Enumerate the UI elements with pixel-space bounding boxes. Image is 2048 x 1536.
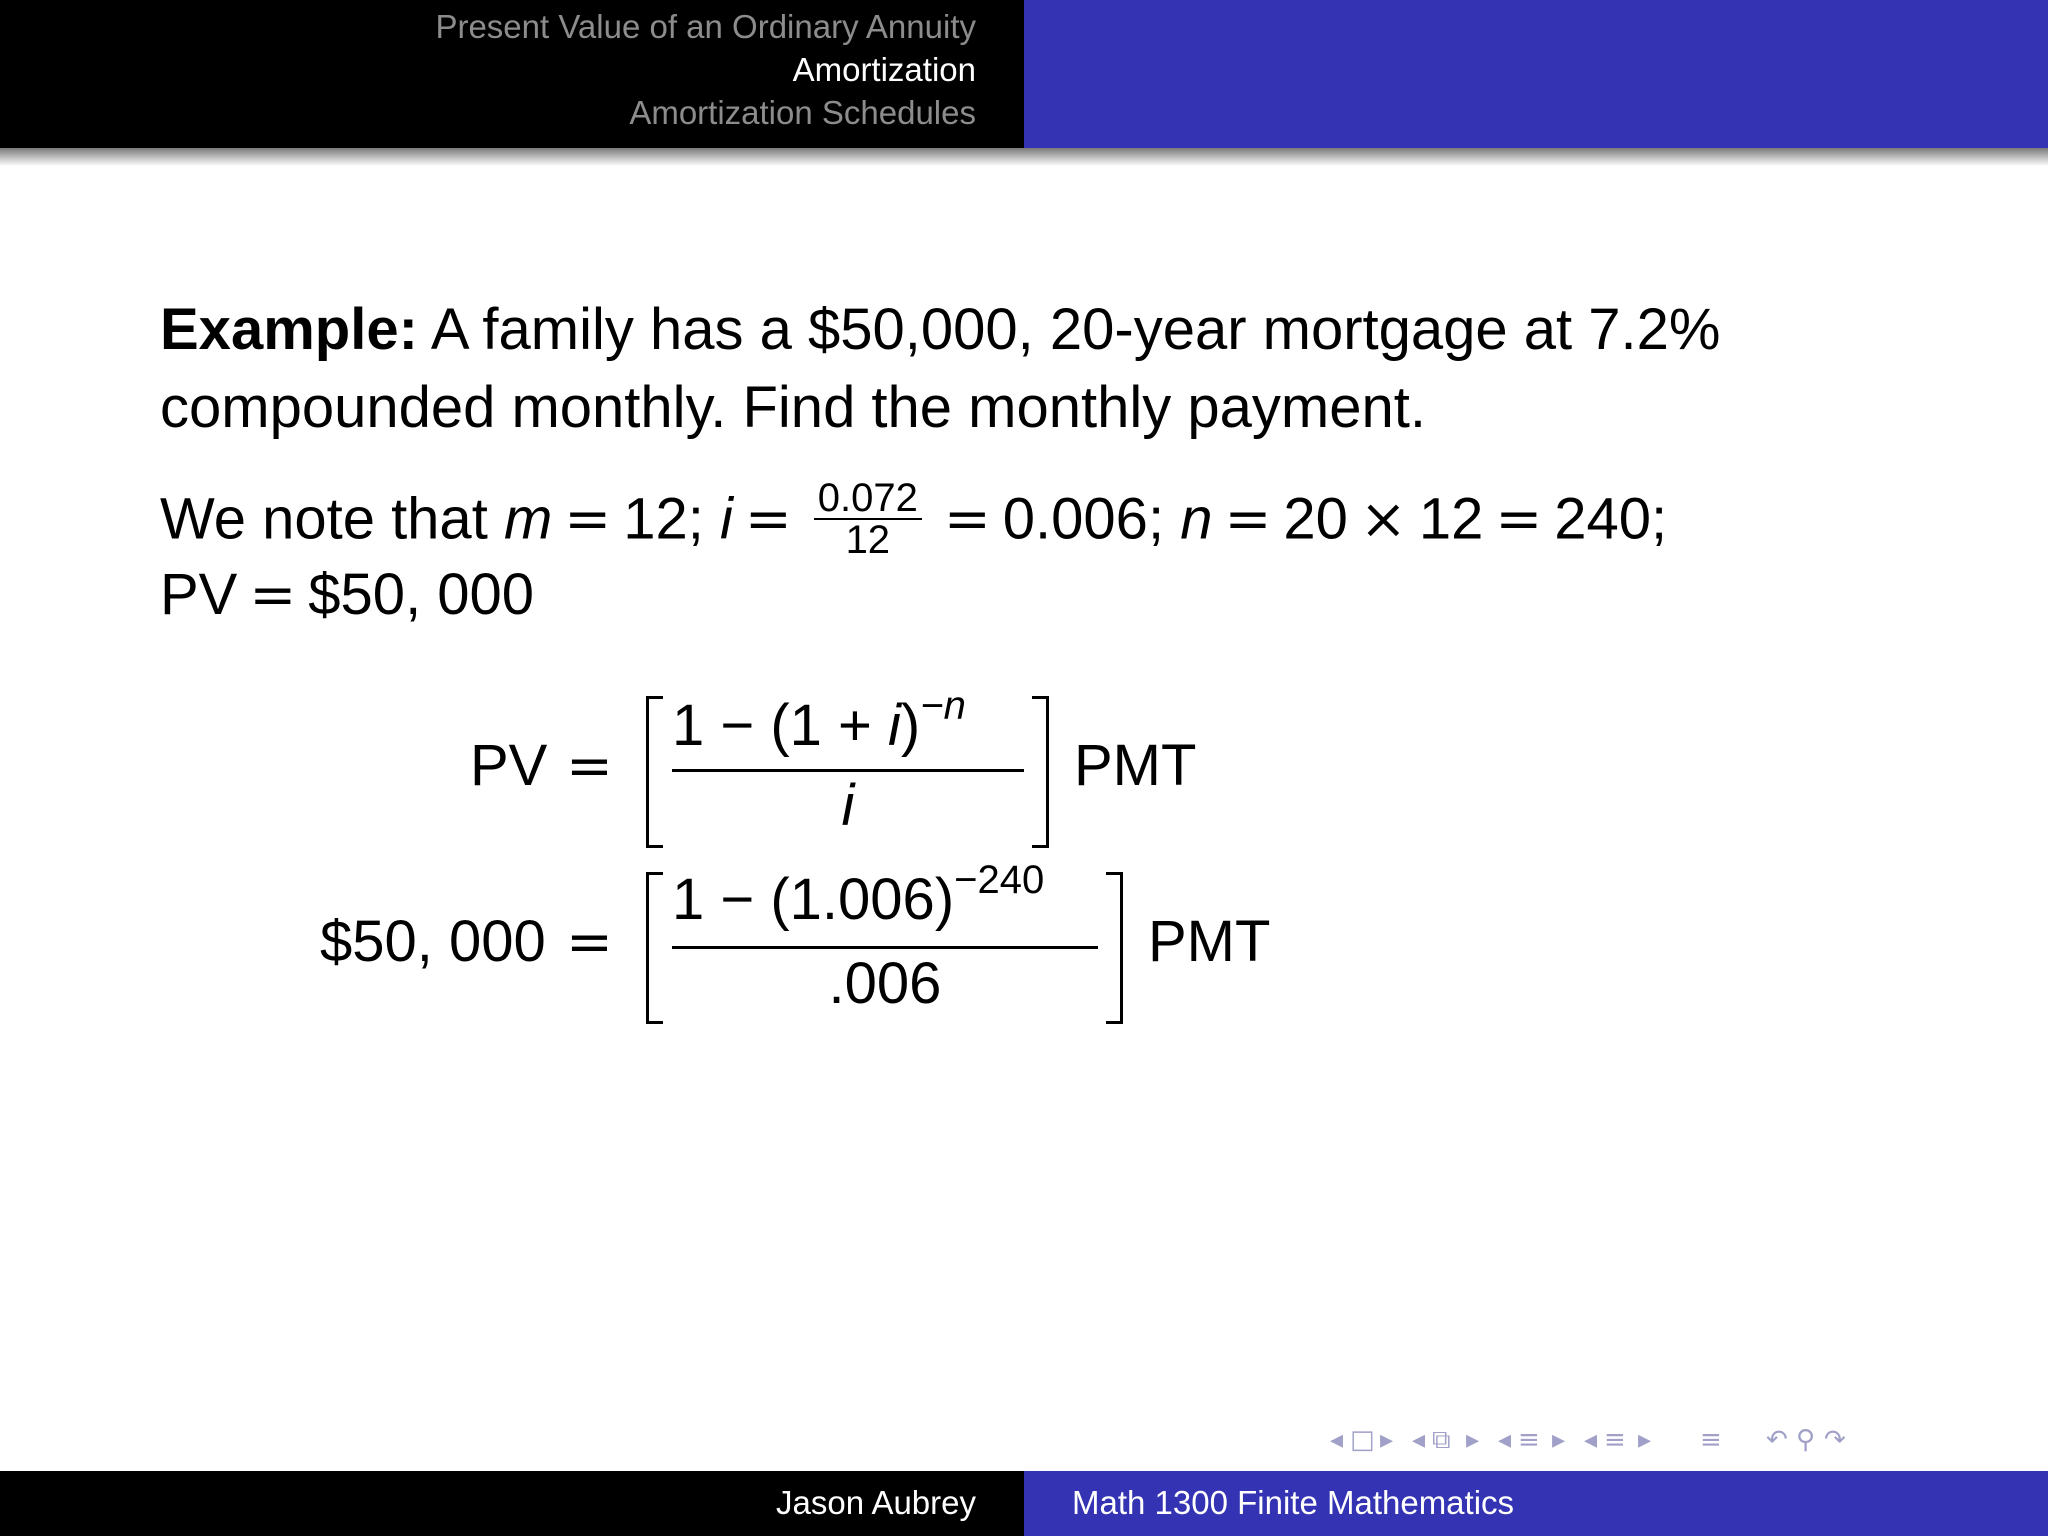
nav-prev-frame-icon[interactable]: ◂ — [1330, 1425, 1344, 1455]
eq1-denominator: i — [841, 773, 855, 838]
nav-search-icon[interactable]: ⚲ — [1796, 1425, 1816, 1455]
eq2-left-bracket — [646, 872, 663, 1024]
var-n: n — [1180, 486, 1213, 552]
equals-sign: = — [744, 487, 792, 553]
pv-line — [160, 561, 534, 628]
eq1-equals: = — [566, 734, 613, 799]
footer-author: Jason Aubrey — [776, 1484, 976, 1521]
var-m: m — [503, 486, 553, 552]
nav-prev-subsection-icon[interactable]: ◂ — [1412, 1425, 1426, 1455]
nav-prev-section-icon[interactable]: ◂ — [1498, 1425, 1512, 1455]
eq2-num-base: 1 − (1.006) — [672, 867, 955, 932]
equals-sign: = — [1495, 487, 1543, 553]
eq2-numerator — [672, 858, 1045, 933]
header-shadow — [0, 148, 2048, 166]
equals-sign: = — [943, 487, 991, 553]
i-fraction — [814, 478, 922, 560]
header-right-panel — [1024, 0, 2048, 148]
eq1-lhs: PV — [470, 733, 548, 798]
eq1-num-part-a: 1 − (1 + — [672, 693, 889, 758]
note-prefix: We note that — [160, 486, 488, 552]
nav-frame-icon[interactable]: □ — [1350, 1425, 1375, 1455]
section-link-amortization-schedules[interactable]: Amortization Schedules — [629, 94, 976, 131]
eq2-fraction-bar — [672, 946, 1098, 949]
footer-course: Math 1300 Finite Mathematics — [1072, 1484, 1515, 1521]
eq1-num-part-b: ) — [900, 693, 921, 758]
nav-section-icon[interactable]: ≡ — [1518, 1425, 1540, 1455]
example-label: Example: — [160, 297, 418, 362]
nav-next-frame-icon[interactable]: ▸ — [1380, 1425, 1394, 1455]
example-text-2: compounded monthly. Find the monthly payment. — [160, 375, 1426, 440]
pv-label: PV — [160, 562, 238, 627]
section-link-present-value[interactable]: Present Value of an Ordinary Annuity — [435, 8, 976, 45]
eq1-right-bracket — [1032, 696, 1049, 848]
eq2-exponent: −240 — [954, 858, 1045, 902]
equals-sign: = — [1224, 487, 1272, 553]
nav-prev-section2-icon[interactable]: ◂ — [1584, 1425, 1598, 1455]
eq1-num-i: i — [888, 693, 901, 758]
section-link-amortization[interactable]: Amortization — [792, 51, 976, 88]
n-factor-b: 12 — [1418, 486, 1484, 552]
var-i: i — [719, 486, 733, 552]
eq1-numerator — [672, 684, 966, 759]
eq2-lhs: $50, 000 — [320, 909, 546, 974]
example-text: A family has a $50,000, 20-year mortgage at 7.2% — [430, 297, 1721, 362]
eq1-pmt: PMT — [1074, 733, 1197, 798]
eq1-exponent: −n — [920, 684, 966, 728]
i-value: 0.006; — [1002, 486, 1165, 552]
pv-value: $50, 000 — [308, 562, 535, 627]
n-factor-a: 20 — [1283, 486, 1348, 552]
nav-subsection-icon[interactable]: ⧉ — [1432, 1425, 1451, 1455]
example-line-1 — [160, 296, 1720, 363]
eq2-right-bracket — [1106, 872, 1123, 1024]
times-sign: × — [1359, 487, 1407, 553]
nav-next-subsection-icon[interactable]: ▸ — [1466, 1425, 1480, 1455]
nav-next-section2-icon[interactable]: ▸ — [1638, 1425, 1652, 1455]
example-line-2 — [160, 374, 1426, 441]
eq2-equals: = — [566, 910, 613, 975]
nav-section2-icon[interactable]: ≡ — [1604, 1425, 1626, 1455]
nav-next-section-icon[interactable]: ▸ — [1552, 1425, 1566, 1455]
n-value: 240; — [1554, 486, 1668, 552]
m-value: 12; — [623, 486, 704, 552]
slide-footer — [0, 1471, 2048, 1536]
slide-header — [0, 0, 2048, 148]
eq2-denominator: .006 — [828, 951, 942, 1016]
nav-back-icon[interactable]: ↶ — [1766, 1425, 1788, 1455]
eq2-pmt: PMT — [1148, 909, 1271, 974]
eq1-left-bracket — [646, 696, 663, 848]
navigation-bar — [1330, 1425, 2030, 1459]
nav-toc-icon[interactable]: ≡ — [1700, 1425, 1722, 1455]
i-fraction-numerator: 0.072 — [814, 478, 922, 520]
note-line — [160, 476, 1668, 564]
nav-forward-icon[interactable]: ↷ — [1824, 1425, 1846, 1455]
i-fraction-denominator: 12 — [845, 518, 891, 562]
equals-sign: = — [249, 563, 297, 628]
equals-sign: = — [564, 487, 612, 553]
